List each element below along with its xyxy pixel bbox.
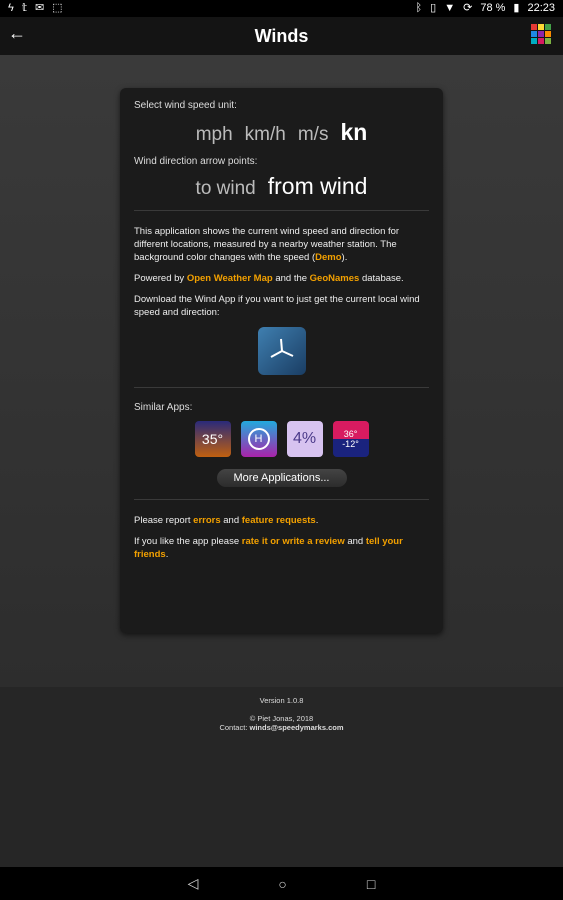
- back-nav-icon[interactable]: ◁: [187, 875, 199, 891]
- unit-mph[interactable]: mph: [195, 124, 233, 145]
- contact-email-link[interactable]: winds@speedymarks.com: [249, 723, 344, 732]
- wifi-icon: ▼: [444, 2, 456, 14]
- demo-link[interactable]: Demo: [315, 252, 342, 263]
- battery-icon: ▮: [513, 2, 520, 14]
- page-title: Winds: [254, 25, 309, 46]
- clock: 22:23: [527, 2, 555, 14]
- divider: [134, 387, 429, 388]
- back-arrow-icon[interactable]: ←: [8, 23, 26, 43]
- review-text: If you like the app please rate it or write a review and tell your friends.: [134, 536, 403, 560]
- download-text: Download the Wind App if you want to just get the current local wind speed and direction:: [134, 294, 420, 318]
- unit-kn[interactable]: kn: [340, 119, 368, 145]
- direction-to-wind[interactable]: to wind: [195, 178, 256, 199]
- contact-text: Contact: winds@speedymarks.com: [219, 723, 344, 732]
- errors-link[interactable]: errors: [193, 515, 221, 526]
- direction-from-wind[interactable]: from wind: [267, 173, 368, 199]
- wind-app-icon[interactable]: [258, 327, 306, 375]
- vibrate-icon: ▯: [430, 2, 437, 14]
- main-content: [0, 55, 563, 687]
- divider: [134, 210, 429, 211]
- feature-requests-link[interactable]: feature requests: [241, 515, 316, 526]
- version-text: Version 1.0.8: [259, 696, 304, 705]
- similar-apps-label: Similar Apps:: [134, 402, 193, 413]
- status-bar: [0, 0, 563, 17]
- divider: [134, 499, 429, 500]
- unit-ms[interactable]: m/s: [297, 124, 329, 145]
- unit-selector: [134, 119, 429, 146]
- bolt-icon: ϟ: [8, 2, 14, 14]
- nfc-icon: ⬚: [52, 2, 63, 14]
- twitter-icon: 𝕥: [21, 2, 27, 14]
- copyright-text: © Piet Jonas, 2018: [249, 714, 314, 723]
- owm-link[interactable]: Open Weather Map: [186, 273, 273, 284]
- direction-selector: [134, 173, 429, 200]
- unit-kmh[interactable]: km/h: [244, 124, 286, 145]
- similar-app-minmax-icon[interactable]: 36° -12°: [333, 421, 369, 457]
- settings-card: [120, 88, 443, 633]
- mail-icon: ✉: [34, 2, 45, 14]
- similar-app-temperature-icon[interactable]: 35°: [195, 421, 231, 457]
- bluetooth-icon: ᛒ: [415, 2, 423, 14]
- similar-app-humidity-icon[interactable]: 4%: [287, 421, 323, 457]
- tell-friends-link[interactable]: tell your friends: [134, 536, 403, 560]
- description-text: This application shows the current wind speed and direction for different locations, measured by a nearby weather station. The background color changes with the speed (Demo).: [134, 226, 400, 263]
- rate-link[interactable]: rate it or write a review: [241, 536, 345, 547]
- battery-text: 78 %: [480, 2, 506, 14]
- direction-label: Wind direction arrow points:: [134, 156, 258, 167]
- app-logo-icon[interactable]: [531, 24, 551, 44]
- recents-nav-icon[interactable]: □: [366, 875, 376, 892]
- app-bar: [0, 17, 563, 55]
- navigation-bar: [0, 867, 563, 900]
- unit-label: Select wind speed unit:: [134, 100, 237, 111]
- home-nav-icon[interactable]: ○: [278, 875, 287, 892]
- report-text: Please report errors and feature requests.: [134, 515, 319, 526]
- more-applications-button[interactable]: More Applications...: [217, 469, 347, 487]
- similar-apps-row: [134, 421, 429, 457]
- sync-icon: ⟳: [463, 2, 473, 14]
- powered-by-text: Powered by Open Weather Map and the GeoNames database.: [134, 273, 404, 284]
- geonames-link[interactable]: GeoNames: [309, 273, 360, 284]
- similar-app-heat-icon[interactable]: H: [241, 421, 277, 457]
- footer: [0, 687, 563, 867]
